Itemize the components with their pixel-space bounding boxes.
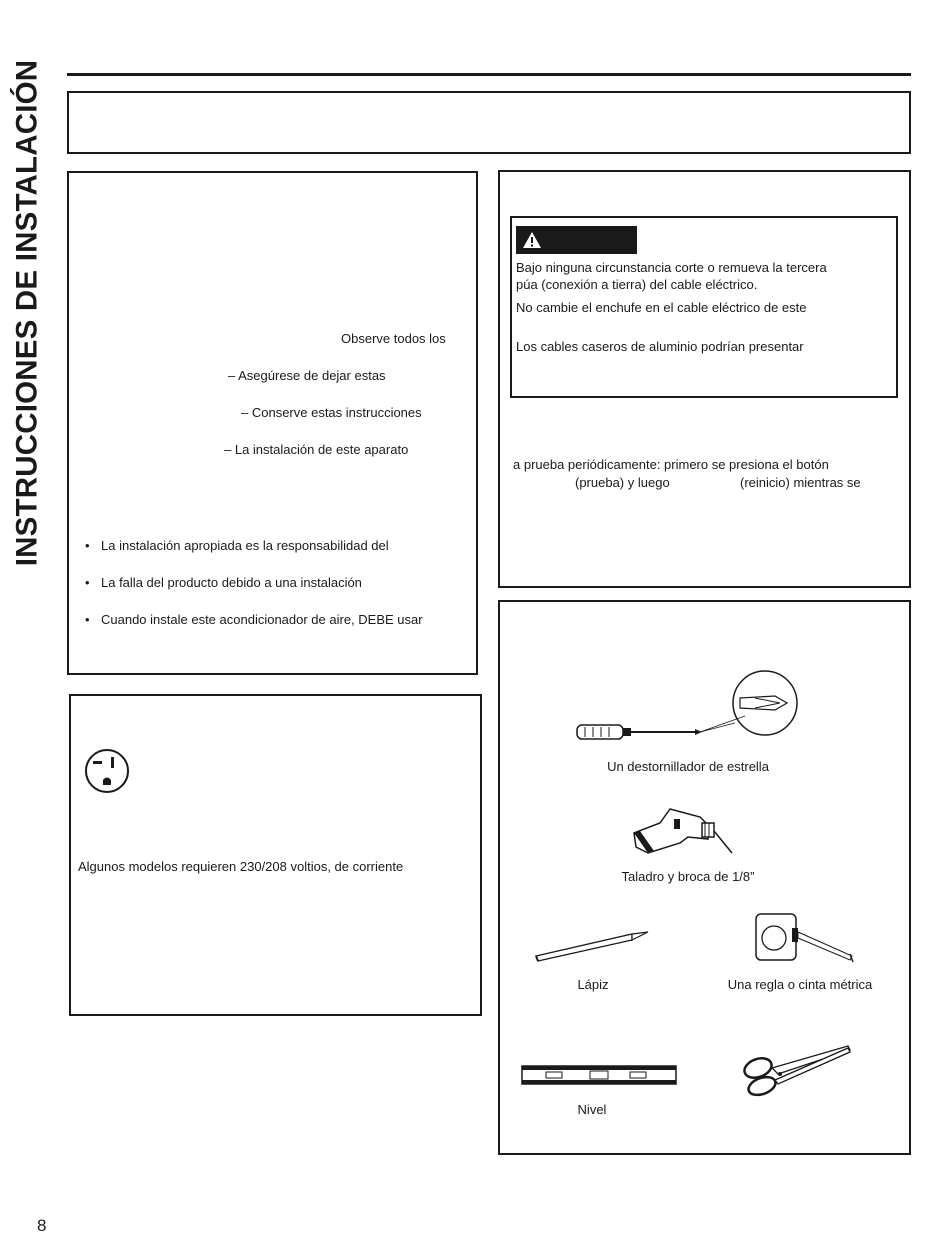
bullet-2: La falla del producto debido a una instalación <box>101 575 362 590</box>
left-line-4: – La instalación de este aparato <box>224 442 409 457</box>
pencil-icon <box>532 928 652 962</box>
tool-label-screwdriver: Un destornillador de estrella <box>607 759 769 774</box>
bullet-mark: • <box>85 575 90 590</box>
side-title-text: INSTRUCCIONES DE INSTALACIÓN <box>10 59 44 567</box>
bullet-mark: • <box>85 538 90 553</box>
warning-line-2: púa (conexión a tierra) del cable eléctrico. <box>516 277 758 292</box>
left-line-2: – Asegúrese de dejar estas <box>228 368 386 383</box>
top-rule <box>67 73 911 76</box>
left-line-3: – Conserve estas instrucciones <box>241 405 422 420</box>
test-line-2a: (prueba) y luego <box>575 475 670 490</box>
warning-line-1: Bajo ninguna circunstancia corte o remueva la tercera <box>516 260 827 275</box>
bullet-1: La instalación apropiada es la responsabilidad del <box>101 538 389 553</box>
warning-line-4: Los cables caseros de aluminio podrían presentar <box>516 339 804 354</box>
tool-label-level: Nivel <box>577 1102 607 1117</box>
left-line-1: Observe todos los <box>341 331 446 346</box>
drill-icon <box>630 805 740 865</box>
tape-measure-icon <box>752 910 862 970</box>
side-title <box>10 38 44 588</box>
test-line-2b: (reinicio) mientras se <box>740 475 861 490</box>
page-number: 8 <box>37 1216 47 1235</box>
test-line-1: a prueba periódicamente: primero se presiona el botón <box>513 457 829 472</box>
scissors-icon <box>738 1040 858 1100</box>
level-icon <box>520 1062 680 1088</box>
grounded-outlet-icon <box>84 748 132 796</box>
tool-label-drill: Taladro y broca de 1/8” <box>621 869 755 884</box>
bullet-mark: • <box>85 612 90 627</box>
tool-label-pencil: Lápiz <box>577 977 609 992</box>
left-info-box <box>67 171 478 675</box>
warning-header <box>516 226 637 254</box>
electrical-box <box>69 694 482 1016</box>
tool-label-tape-measure: Una regla o cinta métrica <box>727 977 873 992</box>
voltage-note: Algunos modelos requieren 230/208 voltios, de corriente <box>78 859 404 874</box>
header-box <box>67 91 911 154</box>
phillips-screwdriver-icon <box>575 668 805 748</box>
warning-line-3: No cambie el enchufe en el cable eléctrico de este <box>516 300 807 315</box>
warning-triangle-icon <box>522 231 542 249</box>
bullet-3: Cuando instale este acondicionador de aire, DEBE usar <box>101 612 423 627</box>
